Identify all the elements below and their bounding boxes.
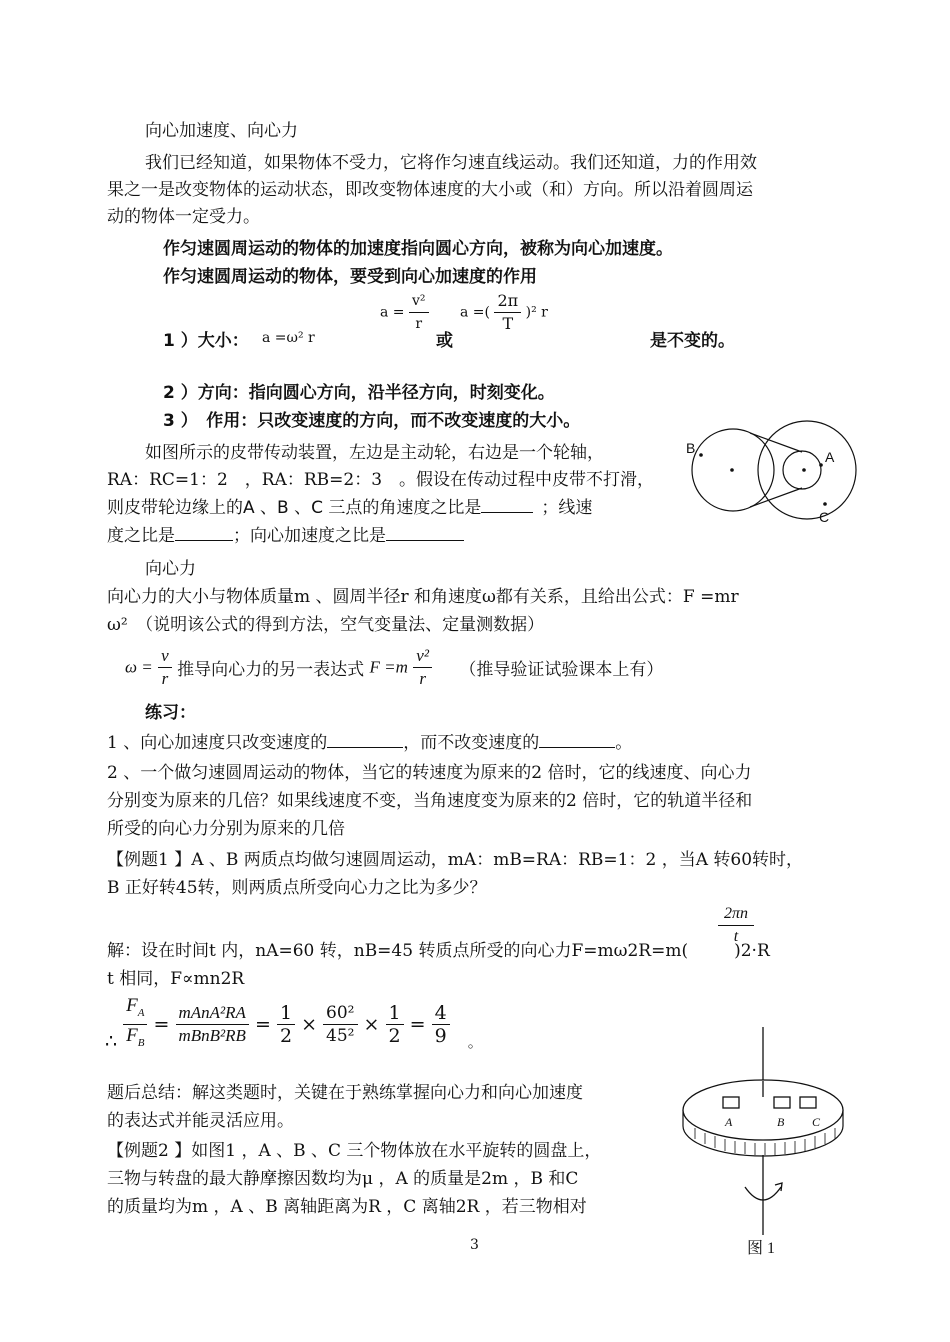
label-B: B [686,440,696,456]
belt-drive-diagram [680,430,880,540]
definition-centripetal-acceleration: 作匀速圆周运动的物体的加速度指向圆心方向，被称为向心加速度。 [163,239,673,259]
block-B [774,1097,790,1108]
summary-line-2: 的表达式并能灵活应用。 [107,1111,294,1131]
disc-label-C: C [812,1115,821,1129]
effect-item: 3 ） 作用：只改变速度的方向，而不改变速度的大小。 [163,411,581,431]
right-wheel-large [758,421,856,519]
example-2-line-2: 三物与转盘的最大静摩擦因数均为μ ，A 的质量是2m ，B 和C [107,1169,579,1189]
section-heading-centripetal-force: 向心力 [145,559,196,579]
page-number: 3 [470,1237,479,1253]
rotating-disc-figure [675,1025,860,1260]
example-1-line-1: 【例题1 】A 、B 两质点均做匀速圆周运动，mA：mB=RA：RB=1：2 ，当A 转60转时， [107,850,804,870]
question-1: 1 、向心加速度只改变速度的 ，而不改变速度的 。 [107,733,633,753]
formula-omega-squared-r: a =ω² r [262,330,315,346]
question-2-line-1: 2 、一个做匀速圆周运动的物体，当它的转速度为原来的2 倍时，它的线速度、向心力 [107,763,752,783]
label-A: A [825,449,835,465]
definition-centripetal-effect: 作匀速圆周运动的物体，要受到向心加速度的作用 [163,267,537,287]
example-2-line-3: 的质量均为m ，A 、B 离轴距离为R ，C 离轴2R ，若三物相对 [107,1197,587,1217]
solution-fraction: $\frac{2\pi n}{t}$ [718,903,754,948]
belt-bottom [750,488,802,507]
belt-line-3: 则皮带轮边缘上的A 、B 、C 三点的角速度之比是 ；线速 [107,498,593,518]
formula-period: a =( $\frac{2\pi}{T}$ )² r [460,291,548,333]
force-text-2: ω² （说明该公式的得到方法，空气变量法、定量测数据） [107,615,545,635]
right-wheel-small [783,451,821,489]
belt-top [750,433,802,452]
question-2-line-2: 分别变为原来的几倍？如果线速度不变，当角速度变为原来的2 倍时，它的轨道半径和 [107,791,753,811]
derivation-row: ω = $\frac{v}{r}$ 推导向心力的另一表达式 F =m $\frac{\text{v²}}{r}$ （推导验证试验课本上有） [125,646,664,688]
figure-1-caption: 图 1 [747,1240,776,1257]
disc-label-A: A [725,1115,733,1129]
intro-line-1: 我们已经知道，如果物体不受力，它将作匀速直线运动。我们还知道，力的作用效 [145,153,757,173]
belt-line-1: 如图所示的皮带传动装置，左边是主动轮，右边是一个轮轴， [145,443,604,463]
example-2-line-1: 【例题2 】如图1 ，A 、B 、C 三个物体放在水平旋转的圆盘上， [107,1141,602,1161]
or-word: 或 [436,331,453,351]
block-A [723,1097,739,1108]
label-C: C [819,509,830,525]
intro-line-2: 果之一是改变物体的运动状态，即改变物体速度的大小或（和）方向。所以沿着圆周运 [107,180,753,200]
direction-item: 2 ）方向：指向圆心方向，沿半径方向，时刻变化。 [163,383,555,403]
force-text-1: 向心力的大小与物体质量m 、圆周半径r 和角速度ω都有关系，且给出公式：F =mr [107,587,739,607]
practice-heading: 练习： [145,703,196,723]
solution-line-1: 解：设在时间t 内，nA=60 转，nB=45 转质点所受的向心力F=mω2R=m( )2·R [107,941,770,961]
page-title: 向心加速度、向心力 [145,121,298,141]
size-label: 1 ）大小： [163,331,249,351]
belt-line-4: 度之比是 ；向心加速度之比是 [107,523,464,549]
disc-label-B: B [777,1115,785,1129]
solution-line-2: t 相同，F∝mn2R [107,969,245,989]
size-suffix: 是不变的。 [650,331,735,351]
formula-v-squared-over-r: a = $\frac{\text{v²}}{r}$ [380,290,429,335]
belt-line-2: RA：RC=1：2 ，RA：RB=2：3 。假设在传动过程中皮带不打滑， [107,470,655,490]
question-2-line-3: 所受的向心力分别为原来的几倍 [107,819,345,839]
ratio-equation: ∴ $\frac{F_A}{F_B}$ = $\frac{\text{mAnA²RA}}{\text{mBnB²RB}}$ = $\frac{1}{2}$ × $\frac{\text{60²}}{\text{45²}}$ × $\frac{1}{2}$ = $\frac{4}{9}$ $_。$ [105,995,483,1053]
example-1-line-2: B 正好转45转，则两质点所受向心力之比为多少？ [107,878,487,898]
block-C [800,1097,816,1108]
summary-line-1: 题后总结：解这类题时，关键在于熟练掌握向心力和向心加速度 [107,1083,583,1103]
intro-line-3: 动的物体一定受力。 [107,207,260,227]
